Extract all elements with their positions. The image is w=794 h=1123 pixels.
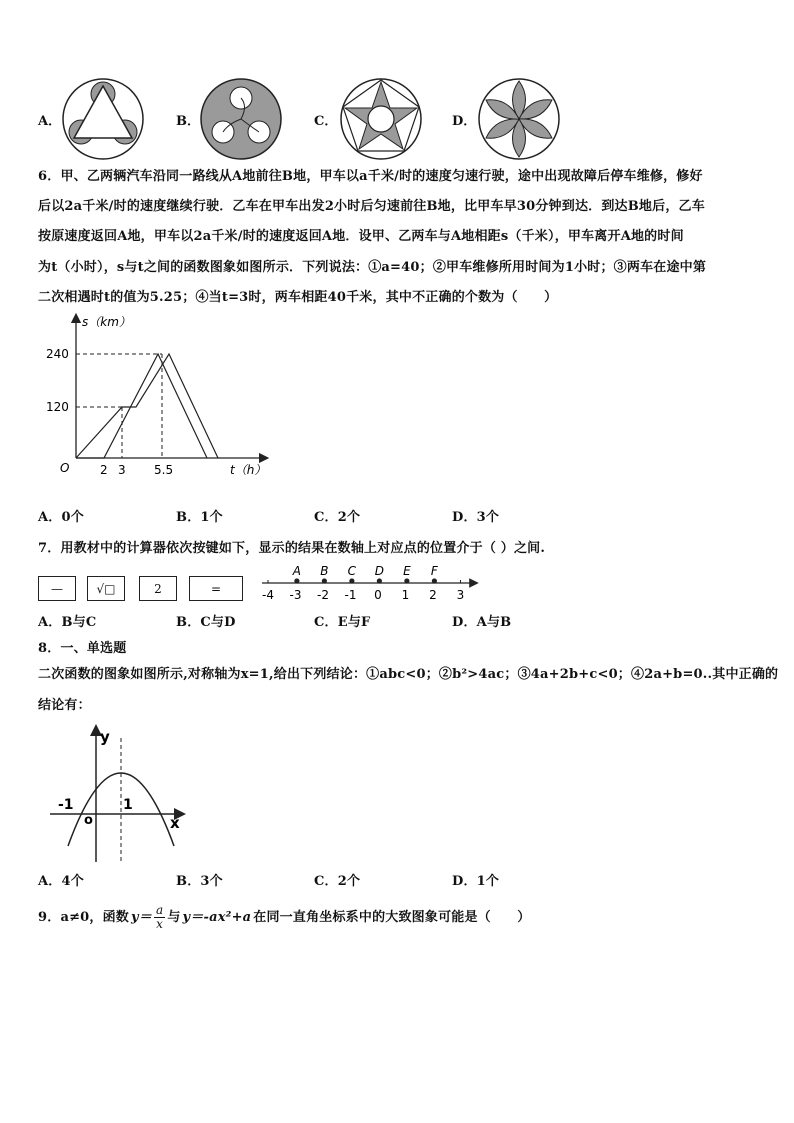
q7-key-sqrt: √□	[87, 576, 125, 601]
q6-car-yi-line	[76, 354, 207, 458]
q7-tick-label: -3	[289, 588, 302, 602]
q9-lead: 9．a≠0，函数	[38, 909, 130, 925]
q8-option-b: B．3个	[176, 874, 223, 889]
q8-minus-one-label: -1	[58, 797, 74, 813]
q7-tick-label: -1	[344, 588, 357, 602]
q8-option-a: A．4个	[38, 874, 84, 889]
q6-option-a: A．0个	[38, 510, 84, 525]
q7-tick-label: -2	[317, 588, 329, 602]
q7-tick-label: 2	[429, 588, 437, 602]
q5-option-d-figure	[476, 76, 562, 162]
q7-point-dot	[404, 578, 409, 583]
q6-option-d: D．3个	[452, 510, 500, 525]
q7-tick-label: -4	[262, 588, 274, 602]
q9-tail: 在同一直角坐标系中的大致图象可能是（ ）	[253, 909, 531, 925]
q7-option-d: D．A与B	[452, 615, 512, 630]
q7-tick-label: 1	[401, 588, 410, 602]
q8-x-label: x	[170, 814, 180, 832]
q6-distance-time-graph	[36, 312, 276, 484]
q5-option-b-figure	[198, 76, 284, 162]
q7-key-equals: =	[189, 576, 243, 601]
q7-tick-label: 3	[456, 588, 465, 602]
q6-x-tick-5-5: 5.5	[154, 463, 174, 477]
q5-option-a-label: A．	[38, 114, 62, 129]
q8-one-label: 1	[123, 797, 133, 813]
q7-key-2: 2	[139, 576, 177, 601]
q6-line-1: 6．甲、乙两辆汽车沿同一路线从A地前往B地，甲车以a千米/时的速度匀速行驶，途中出现故障后停车维修，修好	[38, 169, 703, 184]
q6-car-jia-line	[76, 354, 218, 458]
q9-y2: y＝-ax²+a	[182, 909, 252, 925]
q6-origin-label: O	[60, 461, 70, 475]
q6-x-tick-3: 3	[118, 463, 126, 477]
q7-point-label: A	[292, 564, 301, 578]
q6-line-5: 二次相遇时t的值为5.25；④当t=3时，两车相距40千米，其中不正确的个数为（ ）	[38, 290, 558, 305]
q7-option-b: B．C与D	[176, 615, 236, 630]
q6-y-axis-label: s（km）	[82, 315, 131, 329]
q6-y-tick-120: 120	[46, 400, 69, 414]
q7-point-dot	[349, 578, 354, 583]
q6-option-b: B．1个	[176, 510, 223, 525]
q5-option-c-figure	[338, 76, 424, 162]
q6-line-4: 为t（小时），s与t之间的函数图象如图所示．下列说法：①a=40；②甲车维修所用时间为1小时；③两车在途中第	[38, 260, 707, 275]
q8-y-label: y	[100, 728, 110, 746]
q6-line-3: 按原速度返回A地，甲车以2a千米/时的速度返回A地．设甲、乙两车与A地相距s（千米），甲车离开A地的时间	[38, 229, 684, 244]
q7-point-label: D	[374, 564, 384, 578]
q6-option-c: C．2个	[314, 510, 361, 525]
q9-denominator: x	[156, 917, 164, 931]
q5-option-b-label: B．	[176, 114, 200, 129]
q7-option-c: C．E与F	[314, 615, 371, 630]
q9-y1: y＝	[131, 909, 152, 925]
question-9	[38, 904, 530, 931]
q7-key-minus: —	[38, 576, 76, 601]
q7-point-dot	[322, 578, 327, 583]
q7-point-dot	[432, 578, 437, 583]
q5-option-d-label: D．	[452, 114, 477, 129]
q8-heading: 8．一、单选题	[38, 641, 127, 656]
q8-origin-label: o	[84, 813, 93, 828]
q8-line-2: 结论有：	[38, 698, 91, 713]
q9-mid: 与	[167, 909, 181, 925]
q8-option-c: C．2个	[314, 874, 361, 889]
q7-point-label: E	[403, 564, 411, 578]
q8-parabola-graph	[46, 724, 196, 866]
q6-y-tick-240: 240	[46, 347, 69, 361]
q7-point-label: F	[430, 564, 438, 578]
q7-tick-label: 0	[374, 588, 382, 602]
q7-point-dot	[377, 578, 382, 583]
q9-fraction	[154, 904, 165, 931]
q7-option-a: A．B与C	[38, 615, 97, 630]
q7-number-line	[256, 562, 480, 606]
q6-x-axis-label: t（h）	[230, 463, 267, 477]
q6-line-2: 后以2a千米/时的速度继续行驶．乙车在甲车出发2小时后匀速前往B地，比甲车早30分钟到达．到达B地后，乙车	[38, 199, 705, 214]
q8-option-d: D．1个	[452, 874, 500, 889]
q8-line-1: 二次函数的图象如图所示,对称轴为x=1,给出下列结论：①abc<0；②b²>4ac；③4a+2b+c<0；④2a+b=0..其中正确的	[38, 667, 779, 682]
q9-numerator: a	[155, 903, 164, 917]
q5-option-c-label: C．	[314, 114, 338, 129]
q5-option-a-figure	[60, 76, 146, 162]
q6-x-tick-2: 2	[100, 463, 108, 477]
q7-point-dot	[294, 578, 299, 583]
q7-point-label: C	[347, 564, 357, 578]
q7-point-label: B	[320, 564, 329, 578]
q7-text: 7．用教材中的计算器依次按键如下，显示的结果在数轴上对应点的位置介于（ ）之间.	[38, 541, 546, 556]
